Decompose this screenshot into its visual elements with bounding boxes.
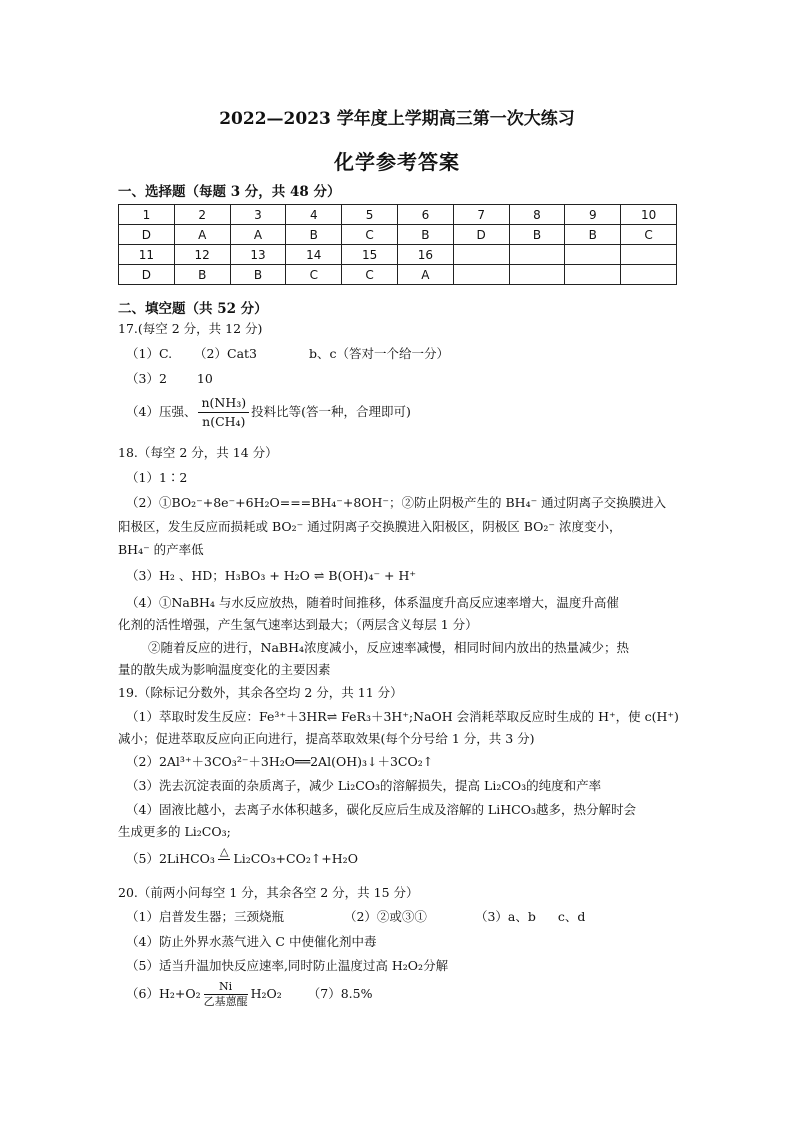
- table-cell: 4: [286, 205, 342, 225]
- table-row: [119, 245, 677, 265]
- q17-answer: 投料比等(答一种，合理即可): [251, 404, 411, 419]
- q20-answer-row: [126, 908, 585, 926]
- q19-line: （4）固液比越小，去离子水体积越多，碳化反应后生成及溶解的 LiHCO₃越多，热分解时会: [126, 802, 636, 817]
- q18-line: （1）1∶2: [126, 470, 188, 485]
- table-cell: 6: [397, 205, 453, 225]
- table-cell: A: [174, 225, 230, 245]
- table-cell: [565, 245, 621, 265]
- q20-line: [126, 980, 373, 1009]
- q18-line: （3）H₂ 、HD；H₃BO₃ + H₂O ⇌ B(OH)₄⁻ + H⁺: [126, 568, 416, 583]
- table-cell: A: [230, 225, 286, 245]
- q17-heading: 17.(每空 2 分，共 12 分): [118, 321, 263, 336]
- table-cell: D: [119, 265, 175, 285]
- table-cell: 10: [621, 205, 677, 225]
- table-cell: 13: [230, 245, 286, 265]
- fraction-denominator: n(CH₄): [202, 414, 246, 429]
- q17-answer: （1）C.: [126, 346, 173, 361]
- heat-condition-arrow: [218, 845, 230, 874]
- section2-heading: 二、填空题（共 52 分）: [118, 301, 268, 317]
- heat-symbol: △: [219, 845, 229, 858]
- section1-heading: 一、选择题（每题 3 分，共 48 分）: [118, 184, 341, 200]
- table-cell: B: [565, 225, 621, 245]
- table-cell: D: [119, 225, 175, 245]
- q20-heading: 20.（前两小问每空 1 分，其余各空 2 分，共 15 分）: [118, 885, 419, 900]
- table-cell: 3: [230, 205, 286, 225]
- q17-answer-row: [126, 370, 213, 388]
- document-subtitle: 化学参考答案: [334, 150, 460, 174]
- answer-table: [118, 204, 677, 285]
- table-cell: C: [342, 265, 398, 285]
- q18-line: （4）①NaBH₄ 与水反应放热，随着时间推移，体系温度升高反应速率增大，温度升高催: [126, 595, 619, 610]
- q17-answer: b、c（答对一个给一分）: [309, 346, 450, 361]
- table-cell: C: [286, 265, 342, 285]
- q20-line: （4）防止外界水蒸气进入 C 中使催化剂中毒: [126, 934, 377, 949]
- q20-answer: （1）启普发生器；三颈烧瓶: [126, 909, 284, 924]
- q19-line: 减小；促进萃取反应向正向进行，提高萃取效果(每个分号给 1 分，共 3 分): [118, 731, 535, 746]
- table-cell: 8: [509, 205, 565, 225]
- q18-line: 阳极区，发生反应而损耗或 BO₂⁻ 通过阴离子交换膜进入阳极区，阴极区 BO₂⁻ 浓度变小，: [118, 519, 622, 534]
- q17-answer: （3）2: [126, 371, 167, 386]
- q19-line: 生成更多的 Li₂CO₃;: [118, 824, 231, 839]
- table-cell: C: [621, 225, 677, 245]
- table-row: [119, 225, 677, 245]
- q17-answer: 10: [196, 371, 213, 386]
- q19-line: [126, 845, 358, 874]
- table-cell: 15: [342, 245, 398, 265]
- q19-answer: Li₂CO₃+CO₂↑+H₂O: [233, 851, 358, 866]
- table-cell: 14: [286, 245, 342, 265]
- q19-line: （2）2Al³⁺＋3CO₃²⁻＋3H₂O══2Al(OH)₃↓＋3CO₂↑: [126, 754, 434, 769]
- q18-line: BH₄⁻ 的产率低: [118, 542, 204, 557]
- table-cell: [453, 265, 509, 285]
- table-cell: [509, 245, 565, 265]
- table-cell: [565, 265, 621, 285]
- table-row: [119, 265, 677, 285]
- table-cell: A: [397, 265, 453, 285]
- q18-line: 量的散失成为影响温度变化的主要因素: [118, 662, 331, 677]
- table-cell: 2: [174, 205, 230, 225]
- q17-answer-row: [126, 345, 449, 363]
- table-cell: D: [453, 225, 509, 245]
- q18-line: （2）①BO₂⁻+8e⁻+6H₂O===BH₄⁻+8OH⁻；②防止阴极产生的 BH₄⁻ 通过阴离子交换膜进入: [126, 495, 667, 510]
- q18-line: 化剂的活性增强，产生氢气速率达到最大；（两层含义每层 1 分）: [118, 617, 478, 632]
- q20-answer: （6）H₂+O₂: [126, 986, 201, 1001]
- q17-answer-row: [126, 394, 411, 431]
- q19-line: （3）洗去沉淀表面的杂质离子，减少 Li₂CO₃的溶解损失，提高 Li₂CO₃的纯度和产率: [126, 778, 602, 793]
- catalyst-condition-arrow: [204, 980, 248, 1009]
- q18-heading: 18.（每空 2 分，共 14 分）: [118, 445, 278, 460]
- catalyst-label: Ni: [204, 980, 248, 995]
- table-cell: C: [342, 225, 398, 245]
- fraction-numerator: n(NH₃): [198, 394, 249, 413]
- table-cell: 16: [397, 245, 453, 265]
- table-cell: B: [230, 265, 286, 285]
- table-row: [119, 205, 677, 225]
- q19-heading: 19.（除标记分数外，其余各空均 2 分，共 11 分）: [118, 685, 403, 700]
- table-cell: B: [174, 265, 230, 285]
- document-title: 2022—2023 学年度上学期高三第一次大练习: [219, 109, 575, 129]
- table-cell: [621, 245, 677, 265]
- q20-line: （5）适当升温加快反应速率,同时防止温度过高 H₂O₂分解: [126, 958, 449, 973]
- table-cell: 11: [119, 245, 175, 265]
- table-cell: [453, 245, 509, 265]
- table-cell: 12: [174, 245, 230, 265]
- q17-answer: （4）压强、: [126, 404, 197, 419]
- q20-answer: H₂O₂: [250, 986, 282, 1001]
- q19-line: （1）萃取时发生反应：Fe³⁺＋3HR⇌ FeR₃＋3H⁺;NaOH 会消耗萃取反应时生成的 H⁺，使 c(H⁺): [126, 709, 679, 724]
- q20-answer: （3）a、b: [474, 909, 536, 924]
- q18-line: ②随着反应的进行，NaBH₄浓度减小，反应速率减慢，相同时间内放出的热量减少；热: [148, 640, 629, 655]
- table-cell: 5: [342, 205, 398, 225]
- table-cell: B: [286, 225, 342, 245]
- table-cell: 9: [565, 205, 621, 225]
- table-cell: 1: [119, 205, 175, 225]
- table-cell: [509, 265, 565, 285]
- q17-answer: （2）Cat3: [194, 346, 257, 361]
- catalyst-label: 乙基蒽醌: [203, 995, 248, 1008]
- q19-answer: （5）2LiHCO₃: [126, 851, 215, 866]
- q20-answer: c、d: [557, 909, 586, 924]
- table-cell: 7: [453, 205, 509, 225]
- table-cell: B: [509, 225, 565, 245]
- q20-answer: （7）8.5%: [307, 986, 373, 1001]
- q20-answer: （2）②或③①: [343, 909, 427, 924]
- table-cell: B: [397, 225, 453, 245]
- ratio-fraction: [198, 394, 249, 431]
- table-cell: [621, 265, 677, 285]
